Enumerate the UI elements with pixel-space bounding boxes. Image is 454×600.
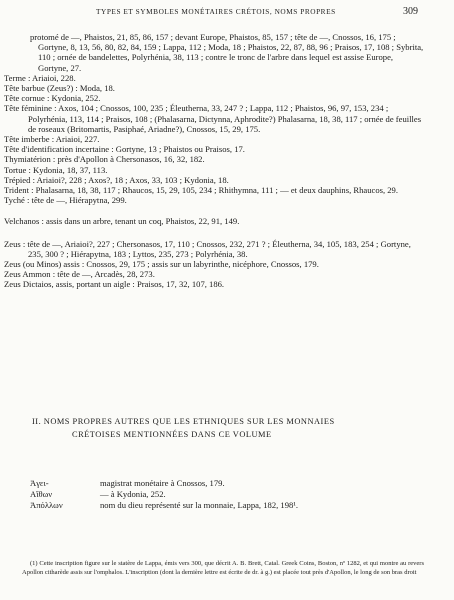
section-title xyxy=(32,415,424,441)
index-entry-zeus-ammon: Zeus Ammon : tête de —, Arcadès, 28, 273. xyxy=(4,269,155,280)
index-entry-continuation: protomé de —, Phaistos, 21, 85, 86, 157 ; devant Europe, Phaistos, 85, 157 ; tête de —, Cnossos, 16, 175 ; Gortyne, 8, 13, 56, 80, 82, 84, 159 ; Lappa, 112 ; Moda, 18 ; Phaistos, 22, 87, 88, 96 ; Praisos, 17, 108 ; Sybrita, 110 ; ornée de bandelettes, Polyrhénia, 38, 113 ; contre le tronc de l'arbre dans lequel est assise Europe, Gortyne, 27. xyxy=(30,32,424,73)
name-row xyxy=(30,489,424,500)
greek-name: Αἴθων xyxy=(30,489,53,499)
index-list xyxy=(4,32,424,290)
index-entry-zeus-minos: Zeus (ou Minos) assis : Cnossos, 29, 175 ; assis sur un labyrinthe, nicéphore, Cnossos, 179. xyxy=(4,259,319,270)
name-description: nom du dieu représenté sur la monnaie, Lappa, 182, 198¹. xyxy=(100,500,299,510)
name-description: — à Kydonia, 252. xyxy=(100,489,166,499)
index-entry-tyche: Tyché : tête de —, Hiérapytna, 299. xyxy=(4,195,127,206)
index-entry-velchanos: Velchanos : assis dans un arbre, tenant un coq, Phaistos, 22, 91, 149. xyxy=(4,216,240,227)
index-entry-zeus-dictaios: Zeus Dictaios, assis, portant un aigle : Praisos, 17, 32, 107, 186. xyxy=(4,279,225,290)
name-row xyxy=(30,500,424,511)
page-number: 309 xyxy=(403,6,418,17)
footnote-text: (1) Cette inscription figure sur le statère de Lappa, émis vers 300, que décrit A. B. Brett, Catal. Greek Coins, Boston, nº 1282, et qui montre au revers Apollon citharède assis sur l'omphalos. L'inscription (dont la dernière lettre est écrite de dr. à g.) est placée tout près d'Apollon, le long de son bras droit xyxy=(22,560,424,577)
names-list xyxy=(30,478,424,511)
greek-name: Ἀπόλλων xyxy=(30,500,63,510)
index-entry-tortue: Tortue : Kydonia, 18, 37, 113. xyxy=(4,164,108,175)
index-entry-zeus: Zeus : tête de —, Ariaioi?, 227 ; Chersonasos, 17, 110 ; Cnossos, 232, 271 ? ; Éleutherna, 34, 105, 183, 254 ; Gortyne, 235, 300 ? ; Hiérapytna, 183 ; Lyttos, 235, 273 ; Polyrhénia, 38. xyxy=(4,238,411,259)
name-description: magistrat monétaire à Cnossos, 179. xyxy=(100,478,225,488)
name-row xyxy=(30,478,424,489)
running-head: TYPES ET SYMBOLES MONÉTAIRES CRÉTOIS, NOMS PROPRES xyxy=(96,7,336,16)
greek-name: Ἀγει- xyxy=(30,478,49,488)
index-entry-tete-cornue: Tête cornue : Kydonia, 252. xyxy=(4,93,101,104)
footnote xyxy=(22,559,424,578)
index-entry-thymiaterion: Thymiatérion : près d'Apollon à Chersonasos, 16, 32, 182. xyxy=(4,154,205,165)
page-header xyxy=(0,7,454,21)
section-title-line2: CRÉTOISES MENTIONNÉES DANS CE VOLUME xyxy=(72,430,272,439)
section-title-line1: II. NOMS PROPRES AUTRES QUE LES ETHNIQUES SUR LES MONNAIES xyxy=(32,417,335,426)
index-entry-trepied: Trépied : Ariaioi?, 228 ; Axos?, 18 ; Axos, 33, 103 ; Kydonia, 18. xyxy=(4,174,229,185)
index-entry-tete-barbue: Tête barbue (Zeus?) : Moda, 18. xyxy=(4,83,115,94)
index-entry-terme: Terme : Ariaioi, 228. xyxy=(4,72,76,83)
index-entry-tete-feminine: Tête féminine : Axos, 104 ; Cnossos, 100, 235 ; Éleutherna, 33, 247 ? ; Lappa, 112 ; Phaistos, 96, 97, 153, 234 ; Polyrhénia, 113, 114 ; Praisos, 108 ; (Phalasarna, Dictynna, Aphrodite?) Phalasarna, 18, 38, 117 ; ornée de feuilles de roseaux (Britomartis, Pasiphaé, Ariadne?), Cnossos, 15, 29, 175. xyxy=(4,103,422,134)
index-entry-trident: Trident : Phalasarna, 18, 38, 117 ; Rhaucos, 15, 29, 105, 234 ; Rhithymna, 111 ; — et deux dauphins, Rhaucos, 29. xyxy=(4,185,399,196)
index-entry-tete-imberbe: Tête imberbe : Ariaioi, 227. xyxy=(4,134,100,145)
index-entry-tete-incertaine: Tête d'identification incertaine : Gortyne, 13 ; Phaistos ou Praisos, 17. xyxy=(4,144,245,155)
